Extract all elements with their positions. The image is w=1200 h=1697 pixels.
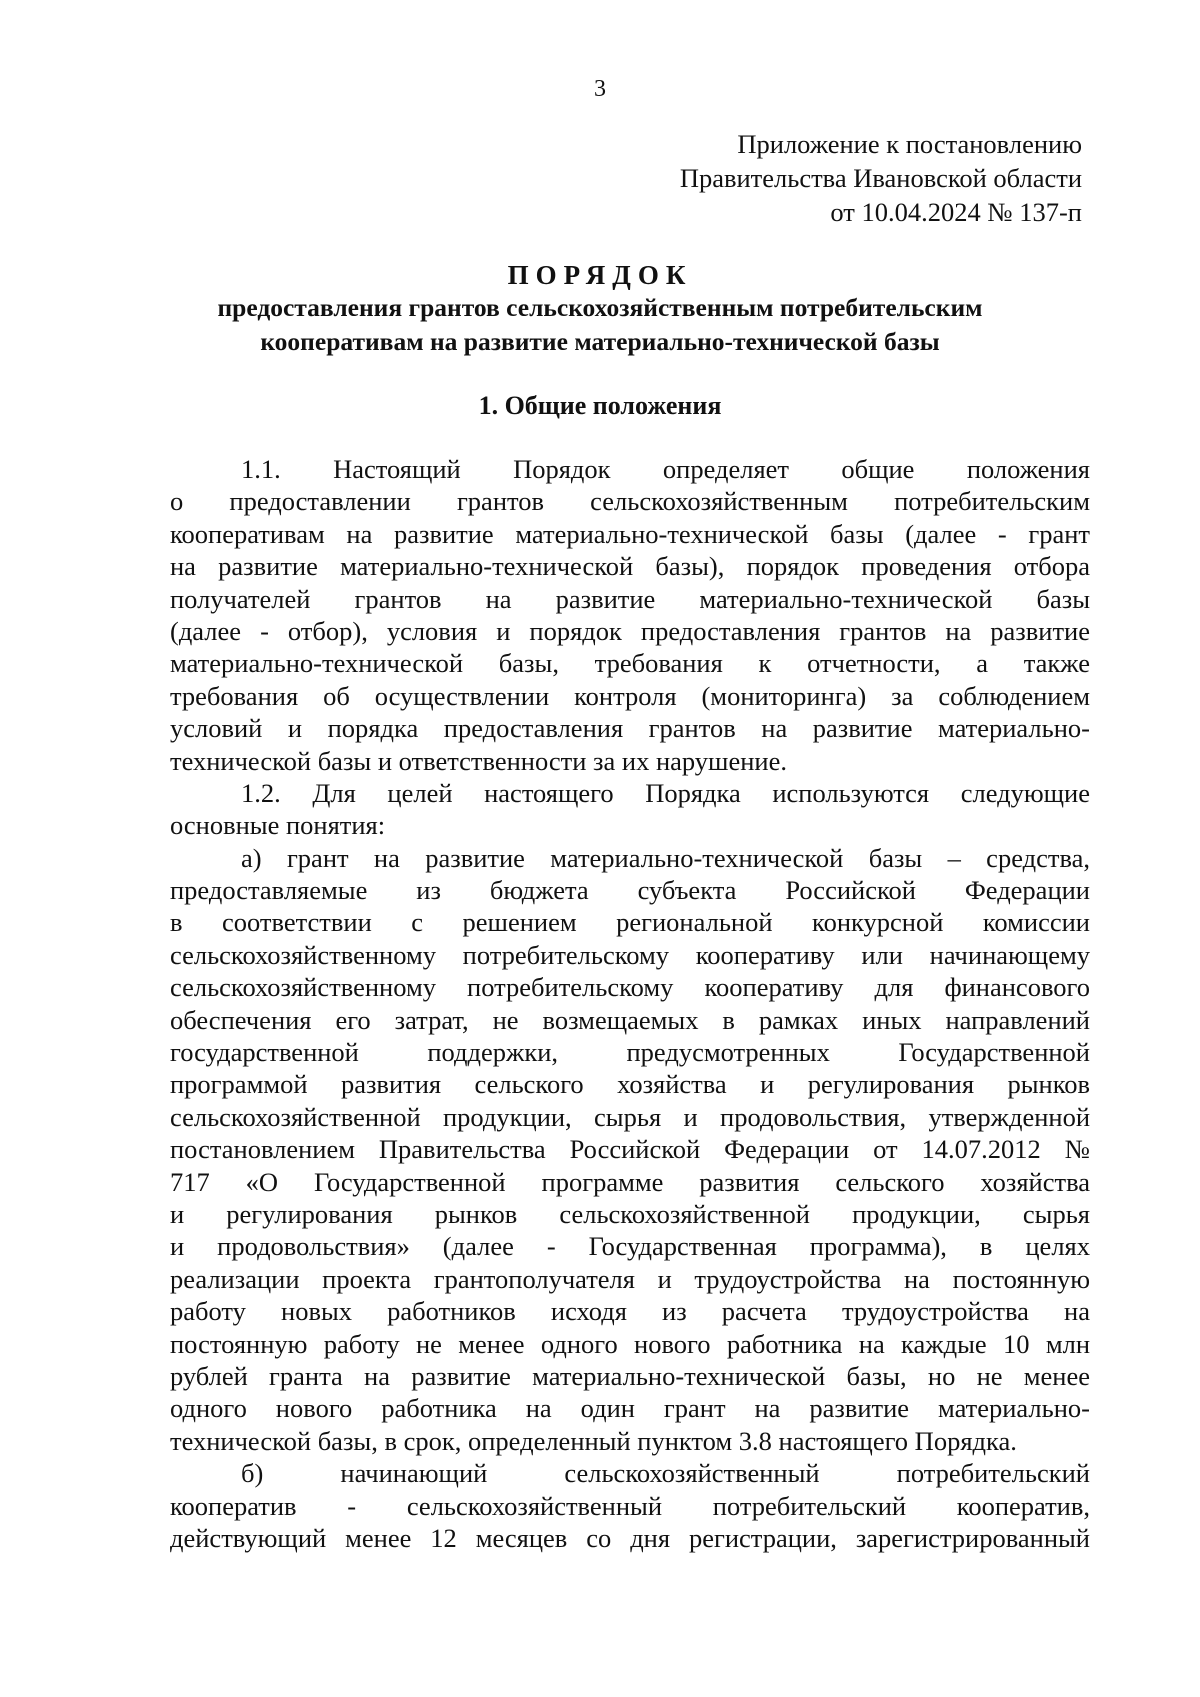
page-number: 3 (594, 76, 606, 102)
body-line: требования об осуществлении контроля (мониторинга) за соблюдением (170, 680, 1090, 711)
body-line: технической базы, в срок, определенный пунктом 3.8 настоящего Порядка. (170, 1425, 1017, 1456)
subtitle-line-2: кооперативам на развитие материально-технической базы (260, 327, 940, 356)
appendix-line-2: Правительства Ивановской области (679, 163, 1082, 193)
body-line: и продовольствия» (далее - Государственная программа), в целях (170, 1231, 1090, 1262)
appendix-line-1: Приложение к постановлению (737, 129, 1082, 159)
subtitle-line-1: предоставления грантов сельскохозяйственным потребительским (217, 293, 983, 322)
body-line: сельскохозяйственному потребительскому кооперативу для финансового (170, 972, 1090, 1003)
body-line: о предоставлении грантов сельскохозяйственным потребительским (170, 486, 1090, 517)
section-heading: 1. Общие положения (478, 391, 722, 420)
document-subtitle (0, 291, 1200, 359)
body-line: постоянную работу не менее одного нового работника на каждые 10 млн (170, 1328, 1090, 1359)
body-line: получателей грантов на развитие материально-технической базы (170, 583, 1090, 614)
body-line: сельскохозяйственному потребительскому кооперативу или начинающему (170, 939, 1090, 970)
body-line: условий и порядка предоставления грантов на развитие материально- (170, 713, 1090, 744)
body-line: одного нового работника на один грант на развитие материально- (170, 1393, 1090, 1424)
document-title: ПОРЯДОК (507, 260, 693, 290)
body-line: действующий менее 12 месяцев со дня регистрации, зарегистрированный (170, 1522, 1090, 1553)
body-line: технической базы и ответственности за их нарушение. (170, 745, 787, 776)
body-line: основные понятия: (170, 810, 386, 841)
body-line: работу новых работников исходя из расчета трудоустройства на (170, 1296, 1090, 1327)
appendix-line-3: от 10.04.2024 № 137-п (830, 197, 1082, 227)
body-line: реализации проекта грантополучателя и трудоустройства на постоянную (170, 1263, 1090, 1294)
body-line: обеспечения его затрат, не возмещаемых в рамках иных направлений (170, 1004, 1090, 1035)
body-line: на развитие материально-технической базы), порядок проведения отбора (170, 551, 1090, 582)
body-line: предоставляемые из бюджета субъекта Российской Федерации (170, 875, 1090, 906)
body-line: б) начинающий сельскохозяйственный потребительский (241, 1458, 1090, 1489)
body-line: 1.1. Настоящий Порядок определяет общие положения (241, 454, 1090, 484)
body-line: сельскохозяйственной продукции, сырья и продовольствия, утвержденной (170, 1101, 1090, 1132)
body-line: государственной поддержки, предусмотренных Государственной (170, 1037, 1090, 1068)
body-line: кооператив - сельскохозяйственный потребительский кооператив, (170, 1490, 1090, 1521)
body-line: рублей гранта на развитие материально-технической базы, но не менее (170, 1360, 1090, 1391)
appendix-note (680, 127, 1082, 229)
body-line: кооперативам на развитие материально-технической базы (далее - грант (170, 518, 1090, 549)
body-line: постановлением Правительства Российской Федерации от 14.07.2012 № (170, 1134, 1090, 1165)
body-line: 717 «О Государственной программе развития сельского хозяйства (170, 1166, 1090, 1197)
body-line: материально-технической базы, требования к отчетности, а также (170, 648, 1090, 679)
body-line: в соответствии с решением региональной конкурсной комиссии (170, 907, 1090, 938)
body-line: а) грант на развитие материально-технической базы – средства, (241, 842, 1090, 873)
body-line: 1.2. Для целей настоящего Порядка используются следующие (241, 777, 1090, 808)
body-line: (далее - отбор), условия и порядок предоставления грантов на развитие (170, 615, 1090, 646)
body-line: программой развития сельского хозяйства и регулирования рынков (170, 1069, 1090, 1100)
body-text (170, 453, 1090, 1554)
body-line: и регулирования рынков сельскохозяйственной продукции, сырья (170, 1198, 1090, 1229)
